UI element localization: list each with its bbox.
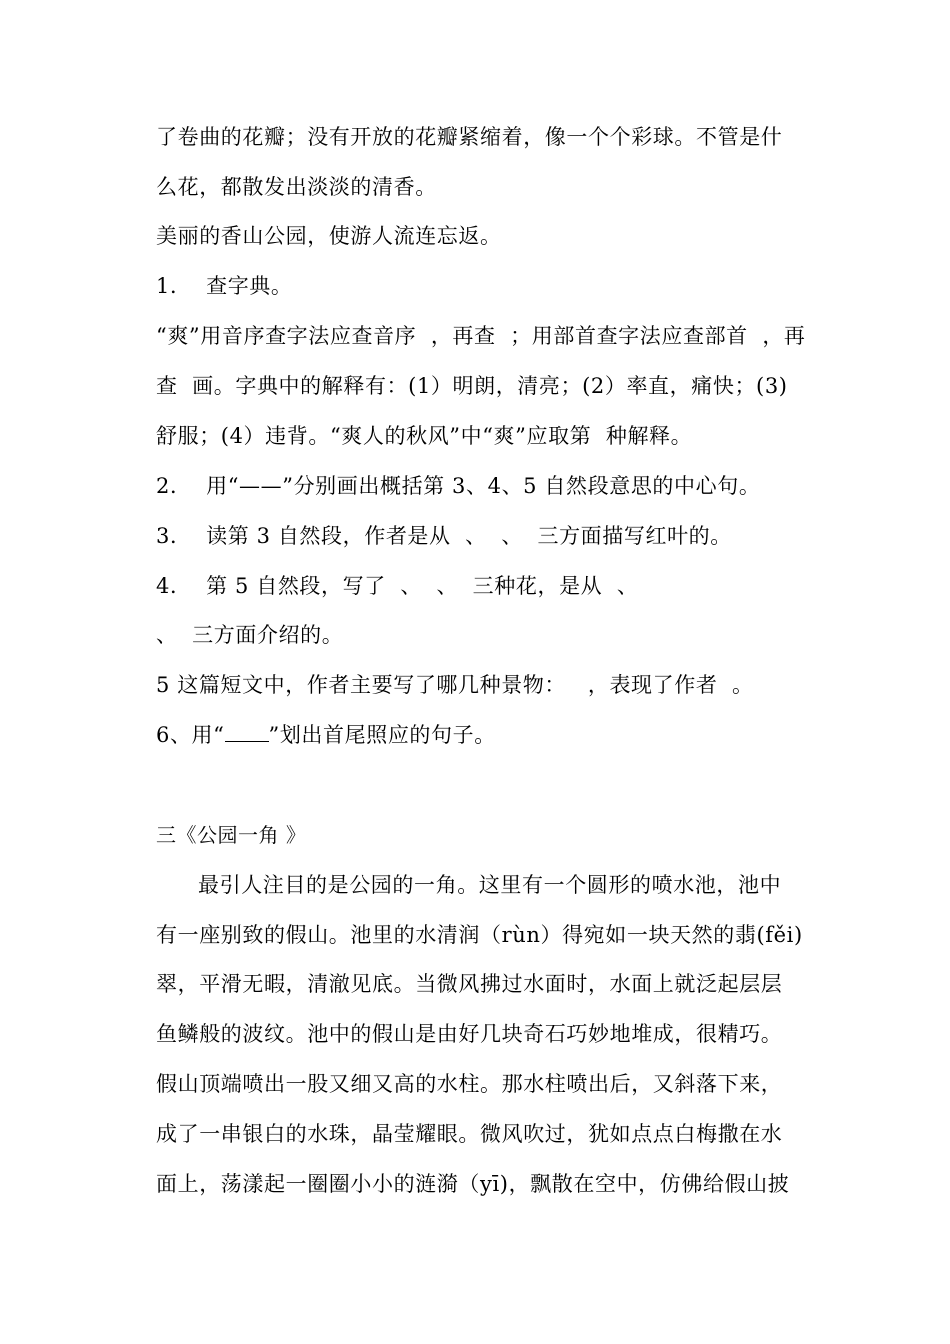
question-4-line-2: 、 三方面介绍的。 (156, 623, 344, 647)
question-1-line-3: 舒服；(4）违背。“爽人的秋风”中“爽”应取第 种解释。 (156, 424, 693, 448)
question-1-title: 1． 查字典。 (156, 274, 293, 298)
section-3-paragraph-line-1: 最引人注目的是公园的一角。这里有一个圆形的喷水池，池中 (198, 873, 782, 897)
section-3-title: 三《公园一角 》 (156, 823, 307, 847)
question-5: 5 这篇短文中，作者主要写了哪几种景物： ，表现了作者 。 (156, 673, 754, 697)
question-2: 2． 用“——”分别画出概括第 3、4、5 自然段意思的中心句。 (156, 474, 761, 498)
passage-end-line-2: 么花，都散发出淡淡的清香。 (156, 175, 437, 199)
section-3-paragraph-line-2: 有一座别致的假山。池里的水清润（rùn）得宛如一块天然的翡(fěi) (156, 923, 803, 947)
question-1-line-1: “爽”用音序查字法应查音序 ，再查 ；用部首查字法应查部首 ，再 (156, 324, 806, 348)
underline-blank (225, 723, 269, 742)
question-6-after: ”划出首尾照应的句子。 (268, 723, 496, 747)
question-1-line-2: 查 画。字典中的解释有：(1）明朗，清亮；(2）率直，痛快；(3) (156, 374, 788, 398)
passage-end-line-1: 了卷曲的花瓣；没有开放的花瓣紧缩着，像一个个彩球。不管是什 (156, 125, 783, 149)
section-3-paragraph-line-4: 鱼鳞般的波纹。池中的假山是由好几块奇石巧妙地堆成，很精巧。 (156, 1022, 783, 1046)
question-6-before: 6、用“ (156, 723, 225, 747)
section-3-paragraph-line-6: 成了一串银白的水珠，晶莹耀眼。微风吹过，犹如点点白梅撒在水 (156, 1122, 783, 1146)
question-3: 3． 读第 3 自然段，作者是从 、 、 三方面描写红叶的。 (156, 524, 732, 548)
question-4-line-1: 4． 第 5 自然段，写了 、 、 三种花，是从 、 (156, 574, 639, 598)
section-3-paragraph-line-5: 假山顶端喷出一股又细又高的水柱。那水柱喷出后，又斜落下来， (156, 1072, 783, 1096)
section-3-paragraph-line-3: 翠，平滑无暇，清澈见底。当微风拂过水面时，水面上就泛起层层 (156, 972, 783, 996)
section-3-paragraph-line-7: 面上，荡漾起一圈圈小小的涟漪（yī)，飘散在空中，仿佛给假山披 (156, 1172, 790, 1196)
question-6 (156, 721, 496, 749)
passage-end-line-3: 美丽的香山公园，使游人流连忘返。 (156, 224, 502, 248)
